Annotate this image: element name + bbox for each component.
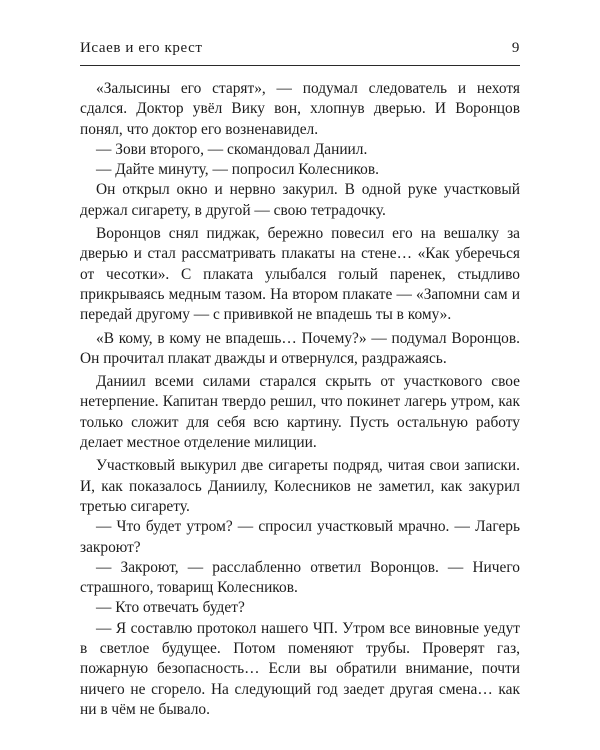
- paragraph: Он открыл окно и нервно закурил. В одной руке участковый держал сигарету, в другой — свою тетрадочку.: [80, 181, 520, 219]
- paragraph: Воронцов снял пиджак, бережно повесил его на вешалку за дверью и стал рассматривать плакаты на стене… «Как уберечься от чесотки». С плаката улыбался голый паренек, стыдливо прикрываясь медным тазом. На втором плакате — «Запомни сам и передай другому — с прививкой не впадешь ты в кому».: [80, 225, 520, 324]
- paragraph: — Закроют, — расслабленно ответил Воронцов. — Ничего страшного, товарищ Колесников.: [80, 558, 520, 597]
- page-number: 9: [511, 40, 520, 56]
- running-title: Исаев и его крест: [80, 40, 203, 56]
- running-header: [80, 40, 520, 64]
- paragraph: — Кто отвечать будет?: [96, 599, 245, 617]
- paragraph: Участковый выкурил две сигареты подряд, читая свои записки. И, как показалось Даниилу, Колесников не заметил, как закурил третью сигарету.: [80, 457, 520, 515]
- paragraph: — Дайте минуту, — попросил Колесников.: [96, 161, 379, 179]
- body-text: [80, 79, 520, 720]
- header-rule: [80, 65, 520, 66]
- paragraph: — Что будет утром? — спросил участковый мрачно. — Лагерь закроют?: [80, 518, 520, 556]
- paragraph: «В кому, в кому не впадешь… Почему?» — подумал Воронцов. Он прочитал плакат дважды и отвернулся, раздражаясь.: [80, 329, 520, 367]
- paragraph: Даниил всеми силами старался скрыть от участкового свое нетерпение. Капитан твердо решил, что покинет лагерь утром, как только сложит для себя всю картину. Пусть остальную работу делает местное отделение милиции.: [80, 373, 520, 452]
- paragraph: — Я составлю протокол нашего ЧП. Утром все виновные уедут в светлое будущее. Потом поменяют трубы. Проверят газ, пожарную безопасность… Если вы обратили внимание, почти ничего не сгорело. На следующий год заедет другая смена… как ни в чём не бывало.: [80, 619, 520, 718]
- paragraph: «Залысины его старят», — подумал следователь и нехотя сдался. Доктор увёл Вику вон, хлопнув дверью. И Воронцов понял, что доктор его возненавидел.: [80, 80, 520, 138]
- paragraph: — Зови второго, — скомандовал Даниил.: [96, 140, 368, 158]
